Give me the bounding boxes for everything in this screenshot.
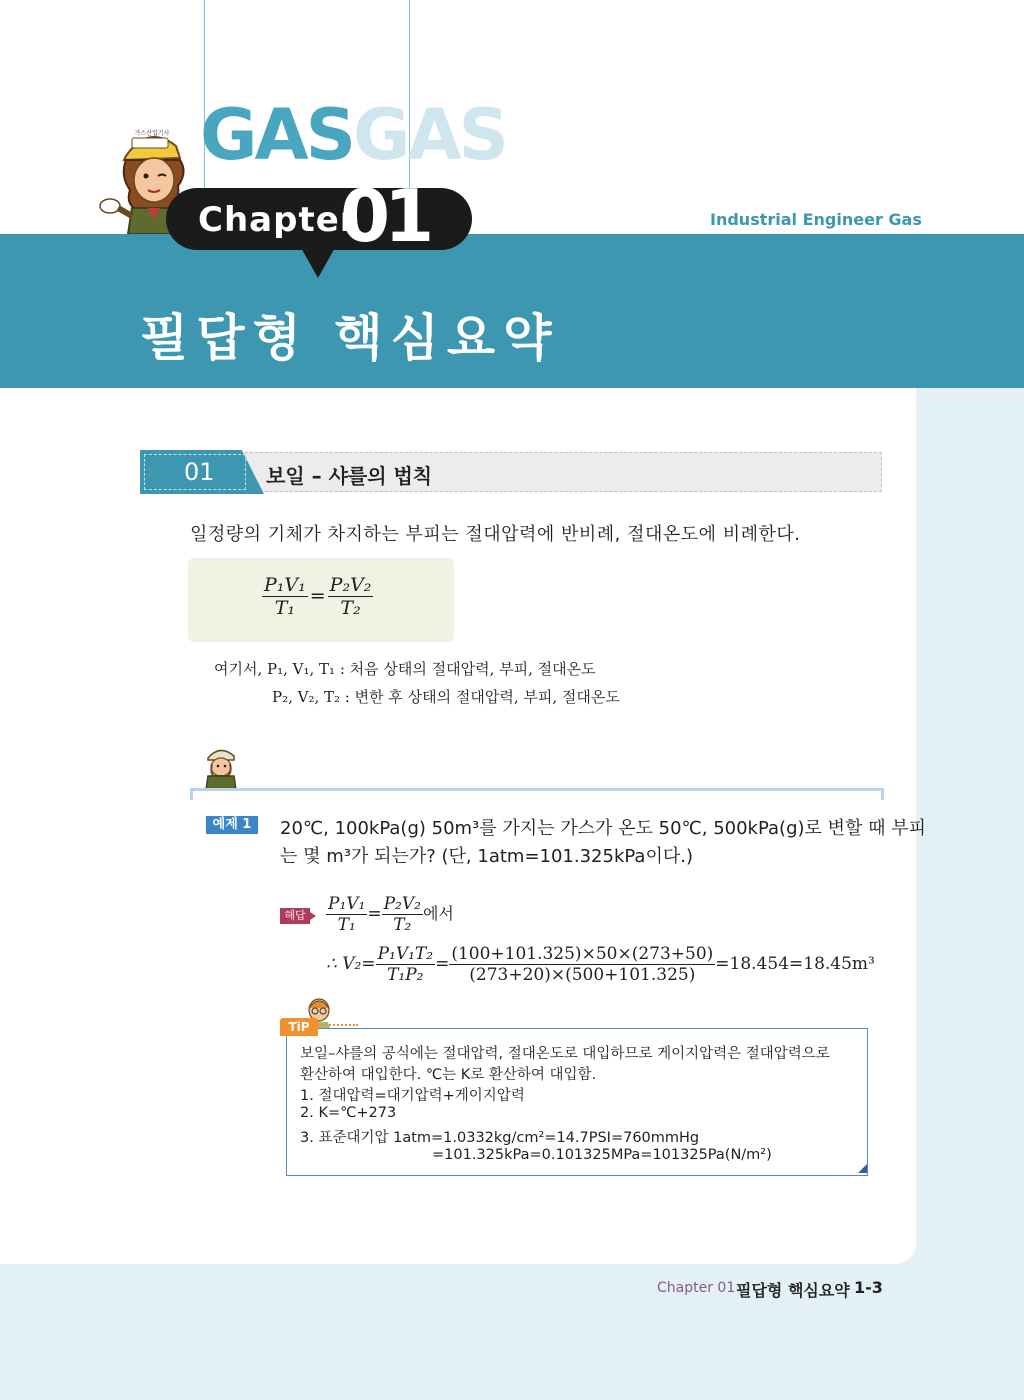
mascot-badge: 가스산업기사 [134, 130, 170, 137]
page-title: 필답형 핵심요약 [140, 309, 560, 367]
page-number: 1-3 [854, 1278, 883, 1297]
example-question-line-2: 는 몇 m³가 되는가? (단, 1atm=101.325kPa이다.) [280, 846, 693, 867]
tip-box-corner [858, 1164, 867, 1173]
solution-badge: 해답 [280, 908, 310, 924]
tip-line: 3. 표준대기압 1atm=1.0332kg/cm²=14.7PSI=760mmHg [300, 1130, 700, 1146]
small-mascot-illustration [200, 744, 240, 790]
solution-frac-1: $\frac{\text{P₁V₁}}{\text{T₁}}$ [328, 894, 366, 935]
header-tagline: Industrial Engineer Gas [710, 210, 922, 229]
solution-badge-arrow [310, 912, 316, 920]
solution-equals-2: = [435, 954, 450, 974]
page-margin-background [916, 388, 1024, 1400]
example-frame [190, 788, 884, 800]
chapter-pill-tail [300, 246, 336, 278]
solution-line-1 [326, 894, 454, 935]
footer-title: 필답형 핵심요약 [736, 1281, 850, 1300]
law-statement: 일정량의 기체가 차지하는 부피는 절대압력에 반비례, 절대온도에 비례한다. [190, 524, 801, 545]
example-badge: 예제 1 [206, 816, 258, 834]
tip-line: 환산하여 대입한다. ℃는 K로 환산하여 대입함. [300, 1067, 597, 1083]
variable-definition-1: 여기서, P₁, V₁, T₁ : 처음 상태의 절대압력, 부피, 절대온도 [214, 660, 596, 678]
tip-dotted-line [318, 1024, 358, 1026]
tip-line: 1. 절대압력=대기압력+게이지압력 [300, 1088, 525, 1104]
footer-chapter: Chapter 01 [657, 1280, 736, 1296]
gas-logo-text [200, 94, 507, 176]
solution-v2-frac: $\frac{\text{P₁V₁T₂}}{\text{T₁P₂}}$ [377, 944, 434, 985]
solution-therefore: ∴ V₂= [326, 954, 376, 974]
tip-line: 2. K=℃+273 [300, 1105, 397, 1121]
solution-equals: = [367, 904, 382, 924]
gas-word-light: GAS [353, 94, 507, 176]
section-title: 보일 – 샤를의 법칙 [266, 464, 433, 488]
solution-suffix: 에서 [422, 904, 454, 923]
chapter-label: Chapter [198, 200, 358, 240]
gas-word-dark: GAS [200, 94, 354, 176]
example-question-line-1: 20℃, 100kPa(g) 50m³를 가지는 가스가 온도 50℃, 500kPa(g)로 변할 때 부피 [280, 818, 927, 839]
formula-lhs: $\frac{\text{P₁V₁}}{\text{T₁}}$ [264, 574, 306, 619]
section-number: 01 [184, 458, 215, 486]
tip-badge: TiP [280, 1018, 318, 1036]
solution-line-2 [326, 944, 875, 985]
page-corner-mask [876, 1224, 916, 1264]
formula-rhs: $\frac{\text{P₂V₂}}{\text{T₂}}$ [329, 574, 372, 619]
solution-frac-2: $\frac{\text{P₂V₂}}{\text{T₂}}$ [383, 894, 421, 935]
solution-result: =18.454=18.45m³ [715, 954, 875, 974]
chapter-number: 01 [340, 174, 429, 258]
boyle-charles-formula [262, 574, 373, 619]
solution-numeric-frac: $\frac{(100+101.325)\times 50\times(273+50)}{(273+20)\times(500+101.325)}$ [451, 944, 714, 985]
formula-equals: = [309, 584, 326, 607]
tip-line: =101.325kPa=0.101325MPa=101325Pa(N/m²) [432, 1147, 772, 1163]
tip-line: 보일–샤를의 공식에는 절대압력, 절대온도로 대입하므로 게이지압력은 절대압력으로 [300, 1046, 830, 1062]
variable-definition-2: P₂, V₂, T₂ : 변한 후 상태의 절대압력, 부피, 절대온도 [272, 688, 620, 706]
